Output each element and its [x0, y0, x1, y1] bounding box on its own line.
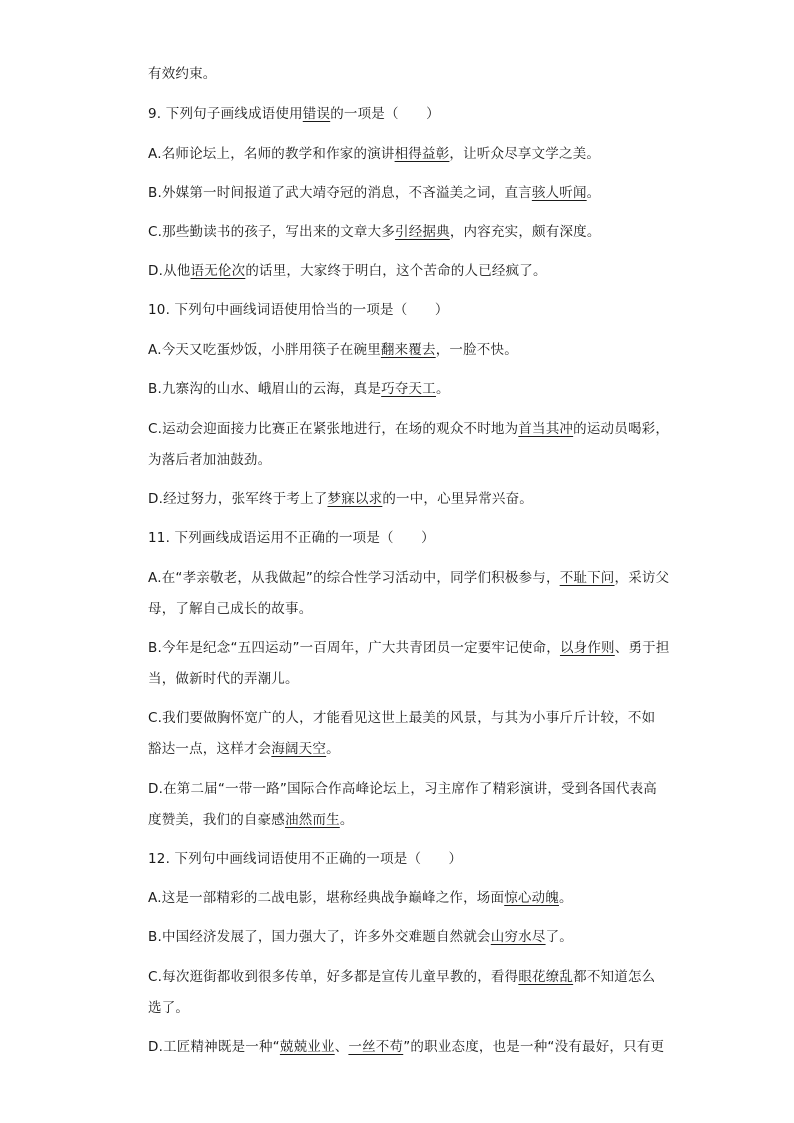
underlined-idiom: 一丝不苟 [348, 1039, 404, 1055]
q10-option-b: B.九寨沟的山水、峨眉山的云海，真是巧夺天工。 [148, 381, 450, 397]
underlined-idiom: 以身作则 [559, 640, 615, 656]
underlined-idiom: 引经据典 [395, 224, 450, 240]
question-11-stem: 11. 下列画线成语运用不正确的一项是（ ） [148, 530, 435, 546]
intro-tail-text: 有效约束。 [148, 66, 217, 82]
underlined-idiom: 相得益彰 [394, 146, 450, 162]
underlined-idiom: 眼花缭乱 [518, 969, 574, 985]
underlined-idiom: 翻来覆去 [380, 342, 436, 358]
q11-option-b: B.今年是纪念“五四运动”一百周年，广大共青团员一定要牢记使命，以身作则、勇于担 [148, 640, 670, 656]
underlined-idiom: 语无伦次 [190, 263, 246, 279]
q11-option-a-cont: 母，了解自己成长的故事。 [148, 601, 313, 617]
underlined-idiom: 山穷水尽 [490, 929, 546, 945]
q11-option-d: D.在第二届“一带一路”国际合作高峰论坛上，习主席作了精彩演讲，受到各国代表高 [148, 781, 657, 797]
underlined-idiom: 骇人听闻 [531, 185, 587, 201]
q11-option-b-cont: 当，做新时代的弄潮儿。 [148, 671, 299, 687]
q12-option-d: D.工匠精神既是一种“兢兢业业、一丝不苟”的职业态度，也是一种“没有最好，只有更 [148, 1039, 665, 1055]
underlined-idiom: 首当其冲 [518, 421, 574, 437]
underlined-idiom: 海阔天空 [271, 741, 327, 757]
q12-option-c: C.每次逛街都收到很多传单，好多都是宣传儿童早教的，看得眼花缭乱都不知道怎么 [148, 969, 656, 985]
underlined-idiom: 巧夺天工 [381, 381, 436, 397]
q12-option-a: A.这是一部精彩的二战电影，堪称经典战争巅峰之作，场面惊心动魄。 [148, 890, 573, 906]
question-12-stem: 12. 下列句中画线词语使用不正确的一项是（ ） [148, 851, 463, 867]
q10-option-a: A.今天又吃蛋炒饭，小胖用筷子在碗里翻来覆去，一脸不快。 [148, 342, 518, 358]
q12-option-b: B.中国经济发展了，国力强大了，许多外交难题自然就会山穷水尽了。 [148, 929, 573, 945]
underlined-idiom: 油然而生 [285, 812, 340, 828]
q11-option-c: C.我们要做胸怀宽广的人，才能看见这世上最美的风景，与其为小事斤斤计较，不如 [148, 710, 656, 726]
question-9-stem: 9. 下列句子画线成语使用错误的一项是（ ） [148, 106, 440, 122]
q9-option-c: C.那些勤读书的孩子，写出来的文章大多引经据典，内容充实，颇有深度。 [148, 224, 601, 240]
q9-option-d: D.从他语无伦次的话里，大家终于明白，这个苦命的人已经疯了。 [148, 263, 547, 279]
question-10-stem: 10. 下列句中画线词语使用恰当的一项是（ ） [148, 302, 449, 318]
q9-option-b: B.外媒第一时间报道了武大靖夺冠的消息，不吝溢美之词，直言骇人听闻。 [148, 185, 601, 201]
q9-option-a: A.名师论坛上，名师的教学和作家的演讲相得益彰，让听众尽享文学之美。 [148, 146, 601, 162]
q11-option-d-cont: 度赞美，我们的自豪感油然而生。 [148, 812, 354, 828]
q11-option-a: A.在“孝亲敬老，从我做起”的综合性学习活动中，同学们积极参与，不耻下问，采访父 [148, 570, 670, 586]
q10-option-d: D.经过努力，张军终于考上了梦寐以求的一中，心里异常兴奋。 [148, 491, 534, 507]
q11-option-c-cont: 豁达一点，这样才会海阔天空。 [148, 741, 340, 757]
underlined-idiom: 梦寐以求 [327, 491, 383, 507]
q12-option-c-cont: 选了。 [148, 1000, 190, 1016]
underlined-idiom: 惊心动魄 [504, 890, 560, 906]
q10-option-c: C.运动会迎面接力比赛正在紧张地进行，在场的观众不时地为首当其冲的运动员喝彩， [148, 421, 670, 437]
underlined-idiom: 不耻下问 [559, 570, 615, 586]
q10-option-c-cont: 为落后者加油鼓劲。 [148, 452, 272, 468]
underlined-idiom: 兢兢业业 [279, 1039, 335, 1055]
